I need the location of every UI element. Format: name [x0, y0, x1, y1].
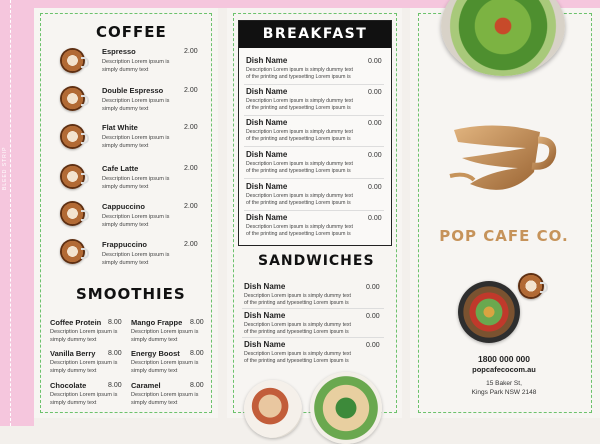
- breakfast-item-name: Dish Name: [246, 150, 288, 159]
- sandwich-item-name: Dish Name: [244, 340, 286, 349]
- sandwich-item-desc: Description Lorem ipsum is simply dummy text of the printing and typesetting Lorem ipsum is: [244, 351, 351, 364]
- sandwich-item-price: 0.00: [366, 284, 380, 291]
- smoothie-item-desc: Description Lorem ipsum is simply dummy text: [131, 329, 199, 343]
- breakfast-item-name: Dish Name: [246, 118, 288, 127]
- coffee-cup-icon: [60, 239, 85, 264]
- food-bowl-image: [458, 281, 520, 343]
- smoothies-heading: SMOOTHIES: [76, 285, 186, 303]
- coffee-item-desc: Description Lorem ipsum is simply dummy text: [102, 98, 170, 112]
- breakfast-item-desc: Description Lorem ipsum is simply dummy text of the printing and typesetting Lorem ipsum is: [246, 67, 353, 80]
- sandwich-item-name: Dish Name: [244, 311, 286, 320]
- breakfast-item-name: Dish Name: [246, 213, 288, 222]
- smoothie-item-desc: Description Lorem ipsum is simply dummy text: [50, 329, 118, 343]
- breakfast-item-name: Dish Name: [246, 182, 288, 191]
- coffee-item-desc: Description Lorem ipsum is simply dummy text: [102, 135, 170, 149]
- website: popcafecocom.au: [472, 365, 536, 374]
- coffee-item-price: 2.00: [184, 48, 198, 55]
- coffee-item-name: Cappuccino: [102, 202, 145, 211]
- coffee-item-name: Cafe Latte: [102, 164, 139, 173]
- breakfast-item-price: 0.00: [368, 120, 382, 127]
- coffee-item-price: 2.00: [184, 124, 198, 131]
- breakfast-item-price: 0.00: [368, 58, 382, 65]
- coffee-item-name: Frappuccino: [102, 240, 148, 249]
- sandwiches-heading: SANDWICHES: [258, 253, 375, 269]
- breakfast-item-name: Dish Name: [246, 56, 288, 65]
- smoothie-item-desc: Description Lorem ipsum is simply dummy text: [50, 360, 118, 374]
- smoothie-item-price: 8.00: [108, 319, 122, 326]
- coffee-cup-icon: [60, 164, 85, 189]
- smoothie-item-price: 8.00: [190, 319, 204, 326]
- smoothie-item-price: 8.00: [190, 382, 204, 389]
- coffee-item-desc: Description Lorem ipsum is simply dummy text: [102, 176, 170, 190]
- coffee-item-price: 2.00: [184, 241, 198, 248]
- coffee-heading: COFFEE: [96, 23, 167, 41]
- smoothie-item-name: Caramel: [131, 381, 161, 390]
- row-divider: [244, 178, 384, 179]
- bleed-strip-line: [10, 0, 13, 426]
- smoothie-item-desc: Description Lorem ipsum is simply dummy text: [50, 392, 118, 406]
- food-plate-image: [244, 380, 302, 438]
- row-divider: [242, 337, 384, 338]
- address-line-2: Kings Park NSW 2148: [471, 389, 537, 396]
- coffee-item-price: 2.00: [184, 87, 198, 94]
- row-divider: [244, 210, 384, 211]
- breakfast-item-price: 0.00: [368, 215, 382, 222]
- sandwich-item-price: 0.00: [366, 342, 380, 349]
- breakfast-item-price: 0.00: [368, 89, 382, 96]
- smoothie-item-name: Mango Frappe: [131, 318, 183, 327]
- row-divider: [244, 115, 384, 116]
- bleed-strip-left: [0, 0, 34, 426]
- breakfast-heading: BREAKFAST: [239, 21, 391, 48]
- coffee-cup-icon: [518, 273, 544, 299]
- coffee-cup-icon: [60, 201, 85, 226]
- row-divider: [244, 146, 384, 147]
- coffee-cup-icon: [60, 86, 85, 111]
- phone: 1800 000 000: [478, 354, 530, 364]
- coffee-item-name: Double Espresso: [102, 86, 164, 95]
- sandwich-item-name: Dish Name: [244, 282, 286, 291]
- breakfast-item-price: 0.00: [368, 184, 382, 191]
- coffee-cup-icon: [60, 124, 85, 149]
- smoothie-item-name: Energy Boost: [131, 349, 180, 358]
- breakfast-item-name: Dish Name: [246, 87, 288, 96]
- breakfast-item-desc: Description Lorem ipsum is simply dummy text of the printing and typesetting Lorem ipsum is: [246, 224, 353, 237]
- breakfast-item-desc: Description Lorem ipsum is simply dummy text of the printing and typesetting Lorem ipsum is: [246, 161, 353, 174]
- smoothie-item-name: Coffee Protein: [50, 318, 102, 327]
- breakfast-item-desc: Description Lorem ipsum is simply dummy text of the printing and typesetting Lorem ipsum is: [246, 129, 353, 142]
- smoothie-item-name: Chocolate: [50, 381, 87, 390]
- brand-cup-logo-icon: [448, 122, 558, 200]
- smoothie-item-name: Vanilla Berry: [50, 349, 96, 358]
- coffee-cup-icon: [60, 48, 85, 73]
- brand-name: POP CAFE CO.: [439, 227, 569, 245]
- coffee-item-name: Espresso: [102, 47, 136, 56]
- coffee-item-desc: Description Lorem ipsum is simply dummy text: [102, 59, 170, 73]
- smoothie-item-price: 8.00: [108, 350, 122, 357]
- coffee-item-desc: Description Lorem ipsum is simply dummy text: [102, 252, 170, 266]
- breakfast-item-desc: Description Lorem ipsum is simply dummy text of the printing and typesetting Lorem ipsum is: [246, 98, 353, 111]
- bleed-strip-label: BLEED STRIP: [2, 146, 8, 190]
- breakfast-item-desc: Description Lorem ipsum is simply dummy text of the printing and typesetting Lorem ipsum is: [246, 193, 353, 206]
- row-divider: [242, 308, 384, 309]
- smoothie-item-desc: Description Lorem ipsum is simply dummy text: [131, 360, 199, 374]
- coffee-item-name: Flat White: [102, 123, 138, 132]
- sandwich-item-price: 0.00: [366, 313, 380, 320]
- smoothie-item-price: 8.00: [108, 382, 122, 389]
- food-plate-image: [310, 372, 382, 444]
- sandwich-item-desc: Description Lorem ipsum is simply dummy text of the printing and typesetting Lorem ipsum is: [244, 293, 351, 306]
- coffee-item-desc: Description Lorem ipsum is simply dummy text: [102, 214, 170, 228]
- row-divider: [244, 84, 384, 85]
- smoothie-item-desc: Description Lorem ipsum is simply dummy text: [131, 392, 199, 406]
- coffee-item-price: 2.00: [184, 203, 198, 210]
- sandwich-item-desc: Description Lorem ipsum is simply dummy text of the printing and typesetting Lorem ipsum is: [244, 322, 351, 335]
- breakfast-item-price: 0.00: [368, 152, 382, 159]
- coffee-item-price: 2.00: [184, 165, 198, 172]
- smoothie-item-price: 8.00: [190, 350, 204, 357]
- address-line-1: 15 Baker St,: [486, 380, 522, 387]
